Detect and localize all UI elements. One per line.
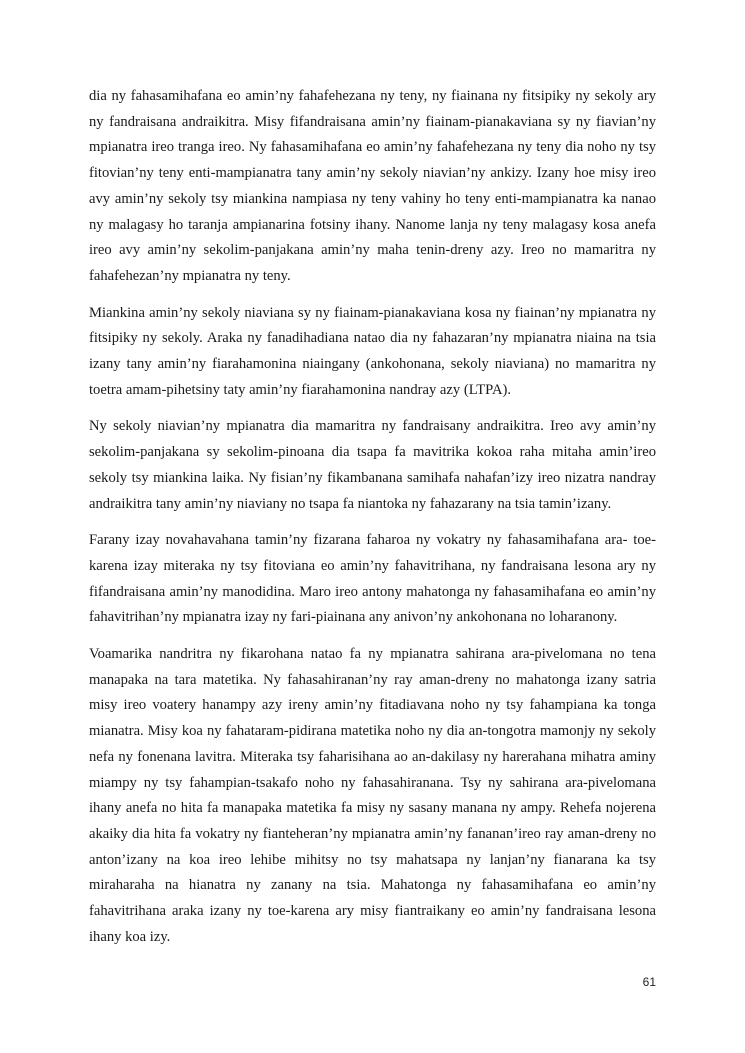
page-number: 61	[642, 975, 656, 989]
paragraph-5: Voamarika nandritra ny fikarohana natao fa ny mpianatra sahirana ara-pivelomana no tena manapaka na tara matetika. Ny fahasahiranan’ny ray aman-dreny no mahatonga izany satria misy ireo voatery hanampy azy ireny amin’ny fitadiavana noho ny tsy fahampiana ka tonga mianatra. Misy koa ny fahataram-pidirana matetika noho ny dia an-tongotra mamonjy ny sekoly nefa ny fonenana lavitra. Miteraka tsy faharisihana ao an-dakilasy ny harerahana mihatra aminy miampy ny tsy fahampian-tsakafo noho ny fahasahiranana. Tsy ny sahirana ara-pivelomana ihany anefa no hita fa manapaka matetika fa misy ny sasany manana ny ampy. Rehefa nojerena akaiky dia hita fa vokatry ny fianteheran’ny mpianatra amin’ny fananan’ireo ray aman-dreny no anton’izany na koa ireo lehibe mihitsy no tsy mahatsapa ny lanjan’ny fianarana ka tsy miraharaha na hianatra ny zanany na tsia. Mahatonga ny fahasamihafana eo amin’ny fahavitrihana araka izany ny toe-karena ary misy fiantraikany eo amin’ny fandraisana lesona ihany koa izy.	[89, 646, 656, 945]
paragraph-3: Ny sekoly niavian’ny mpianatra dia mamaritra ny fandraisany andraikitra. Ireo avy amin’ny sekolim-panjakana sy sekolim-pinoana dia tsapa fa mavitrika kokoa raha mitaha amin’ireo sekoly tsy miankina laika. Ny fisian’ny fikambanana samihafa nahafan’izy ireo nizatra nandray andraikitra tany amin’ny niaviany no tsapa fa niantoka ny fahazarany na tsia tamin’izany.	[89, 418, 656, 512]
paragraph-2: Miankina amin’ny sekoly niaviana sy ny fiainam-pianakaviana kosa ny fiainan’ny mpianatra ny fitsipiky ny sekoly. Araka ny fanadihadiana natao dia ny fahazaran’ny mpianatra niaina na tsia izany tany amin’ny fiarahamonina niaingany (ankohonana, sekoly niaviana) no mamaritra ny toetra amam-pihetsiny taty amin’ny fiarahamonina nandray azy (LTPA).	[89, 304, 656, 398]
paragraph-1: dia ny fahasamihafana eo amin’ny fahafehezana ny teny, ny fiainana ny fitsipiky ny sekoly ary ny fandraisana andraikitra. Misy fifandraisana amin’ny fiainam-pianakaviana sy ny fiavian’ny mpianatra ireo tranga ireo. Ny fahasamihafana eo amin’ny fahafehezana ny teny dia noho ny tsy fitovian’ny teny enti-mampianatra tany amin’ny sekoly niavian’ny ankizy. Izany hoe misy ireo avy amin’ny sekoly tsy miankina nampiasa ny teny vahiny ho teny enti-mampianatra ka nanao ny malagasy ho taranja ampianarina fotsiny ihany. Nanome lanja ny teny malagasy kosa anefa ireo avy amin’ny sekolim-panjakana amin’ny maha tenin-dreny azy. Ireo no mamaritra ny fahafehezan’ny mpianatra ny teny.	[89, 88, 656, 284]
paragraph-4: Farany izay novahavahana tamin’ny fizarana faharoa ny vokatry ny fahasamihafana ara- toe-karena izay miteraka ny tsy fitoviana eo amin’ny fahavitrihana, ny fandraisana lesona ary ny fifandraisana amin’ny manodidina. Maro ireo antony mahatonga ny fahasamihafana eo amin’ny fahavitrihan’ny mpianatra izay ny fari-piainana any anivon’ny ankohonana no loharanony.	[89, 532, 656, 626]
page-body	[89, 84, 656, 962]
